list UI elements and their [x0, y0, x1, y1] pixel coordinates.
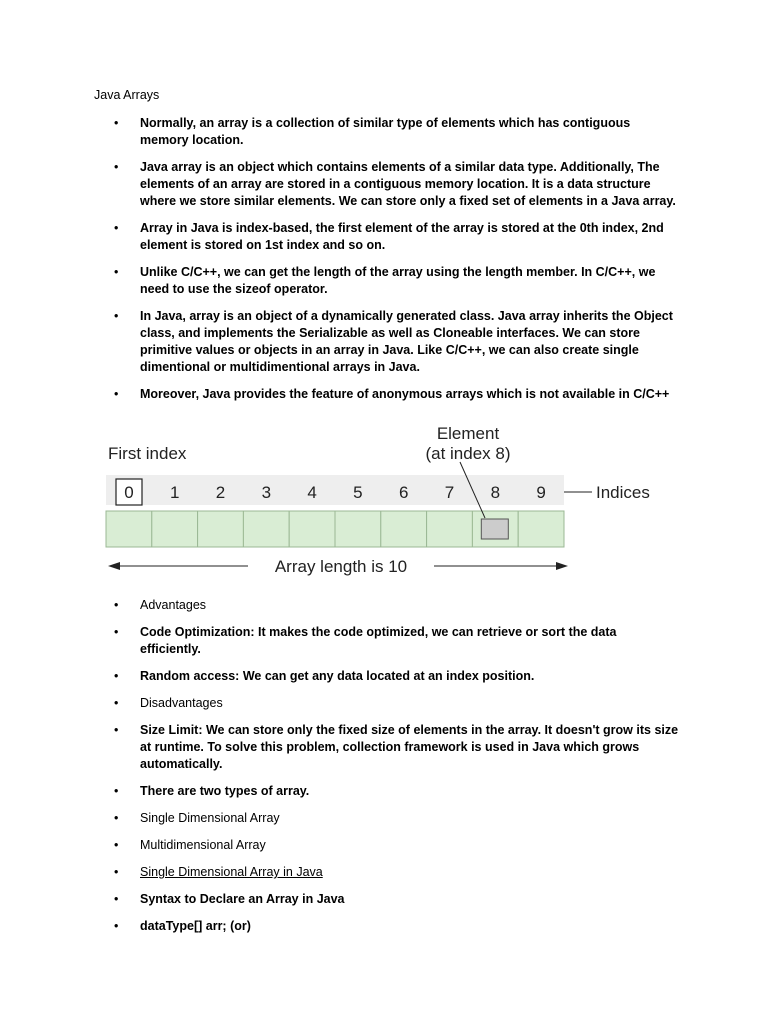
list-item: • Code Optimization: It makes the code optimized, we can retrieve or sort the data efficiently.	[114, 625, 617, 656]
index-label: 4	[307, 483, 317, 502]
index-label: 1	[169, 483, 180, 502]
bullet-icon: •	[114, 598, 119, 612]
element-label: Element	[436, 424, 500, 443]
list-item: • Moreover, Java provides the feature of anonymous arrays which is not available in C/C++	[114, 387, 670, 401]
list-item: • Multidimensional Array	[114, 838, 266, 852]
index-label: 9	[536, 483, 546, 502]
element-index-label: (at index 8)	[425, 444, 511, 463]
list-item: • Syntax to Declare an Array in Java	[114, 892, 345, 906]
array-cell	[427, 511, 473, 547]
bullet-icon: •	[114, 265, 119, 279]
list-item: • Normally, an array is a collection of similar type of elements which has contiguous memory location.	[114, 116, 631, 147]
array-cell	[243, 511, 289, 547]
highlighted-element	[481, 519, 508, 539]
index-label: 2	[215, 483, 226, 502]
array-length-label: Array length is 10	[274, 557, 408, 576]
intro-bullet-list	[0, 115, 768, 413]
index-label: 6	[398, 483, 409, 502]
indices-label: Indices	[596, 483, 650, 502]
bullet-icon: •	[114, 811, 119, 825]
arrow-right-icon	[556, 562, 568, 570]
bullet-icon: •	[114, 696, 119, 710]
list-item: • Array in Java is index-based, the first element of the array is stored at the 0th index, 2nd element is stored on 1st index and so on.	[114, 221, 664, 252]
array-cell	[106, 511, 152, 547]
details-bullet-list	[0, 597, 768, 945]
array-cell	[381, 511, 427, 547]
index-label: 5	[353, 483, 363, 502]
list-item: • Java array is an object which contains elements of a similar data type. Additionally, The elements of an array are stored in a contiguous memory location. It is a data structure where we store similar elements. We can store only a fixed set of elements in a Java array.	[114, 160, 676, 208]
index-label: 3	[261, 483, 272, 502]
bullet-icon: •	[114, 892, 119, 906]
list-item: • Unlike C/C++, we can get the length of the array using the length member. In C/C++, we need to use the sizeof operator.	[114, 265, 656, 296]
array-cell	[289, 511, 335, 547]
bullet-icon: •	[114, 723, 119, 737]
list-item: • Size Limit: We can store only the fixed size of elements in the array. It doesn't grow its size at runtime. To solve this problem, collection framework is used in Java which grows automatically.	[114, 723, 679, 771]
list-item: • Advantages	[114, 598, 207, 612]
list-item	[0, 864, 768, 881]
array-diagram	[100, 420, 680, 580]
list-item: • There are two types of array.	[114, 784, 310, 798]
bullet-icon: •	[114, 625, 119, 639]
bullet-icon: •	[114, 865, 119, 879]
bullet-icon: •	[114, 669, 119, 683]
first-index-label: First index	[108, 444, 187, 463]
arrow-left-icon	[108, 562, 120, 570]
bullet-icon: •	[114, 160, 119, 174]
list-item: • dataType[] arr; (or)	[114, 919, 251, 933]
array-cell	[198, 511, 244, 547]
bullet-icon: •	[114, 221, 119, 235]
bullet-icon: •	[114, 919, 119, 933]
bullet-icon: •	[114, 309, 119, 323]
array-cell	[518, 511, 564, 547]
list-item: • Disadvantages	[114, 696, 223, 710]
bullet-icon: •	[114, 116, 119, 130]
list-item: • Single Dimensional Array	[114, 811, 280, 825]
bullet-icon: •	[114, 838, 119, 852]
array-cell	[152, 511, 198, 547]
bullet-icon: •	[114, 784, 119, 798]
index-label: 8	[490, 483, 501, 502]
bullet-icon: •	[114, 387, 119, 401]
array-cell	[335, 511, 381, 547]
index-label: 7	[444, 483, 455, 502]
document-title: Java Arrays	[94, 88, 160, 102]
array-cells	[106, 511, 564, 547]
list-item: • Random access: We can get any data located at an index position.	[114, 669, 535, 683]
section-link: Single Dimensional Array in Java	[140, 865, 323, 879]
list-item: • In Java, array is an object of a dynamically generated class. Java array inherits the Object class, and implements the Serializable as well as Cloneable interfaces. We can store primitive values or objects in an array in Java. Like C/C++, we can also create single dimentional or multidimentional arrays in Java.	[114, 309, 673, 374]
index-label: 0	[124, 483, 134, 502]
